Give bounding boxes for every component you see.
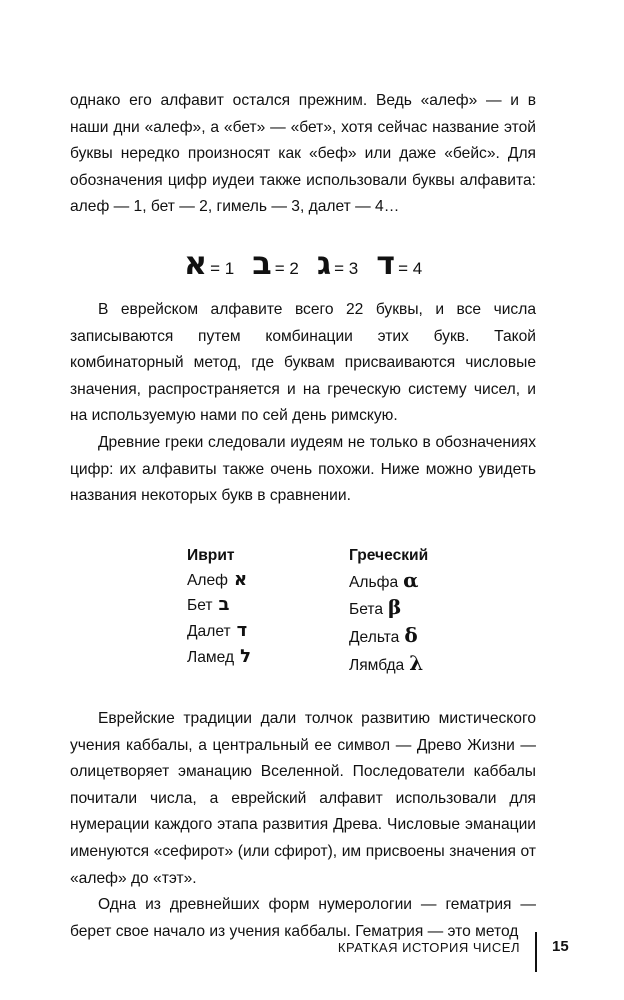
letter-name: Далет: [187, 622, 231, 640]
letter-glyph: א: [234, 568, 248, 590]
footer-divider: [535, 932, 537, 972]
letter-name: Лямбда: [349, 656, 405, 674]
numeral-bet: [252, 243, 299, 282]
alphabet-comparison: [187, 544, 536, 678]
greek-header: Греческий: [349, 546, 429, 564]
dalet-glyph: ד: [376, 243, 396, 282]
letter-glyph: δ: [404, 622, 418, 647]
letter-glyph: α: [403, 567, 419, 592]
hebrew-row: [187, 568, 349, 594]
hebrew-row: [187, 645, 349, 671]
letter-name: Ламед: [187, 648, 235, 666]
letter-name: Альфа: [349, 573, 399, 591]
greek-column: [349, 544, 511, 678]
hebrew-numerals: [70, 243, 536, 283]
letter-glyph: ל: [240, 645, 251, 667]
numeral-gimel: [316, 243, 359, 282]
greek-row: [349, 595, 511, 623]
paragraph-4: Еврейские традиции дали толчок развитию мистического учения каббалы, а центральный ее символ — Древо Жизни — олицетворяет эманацию Вселенной. Последователи каббалы почитали числа, а еврейский алфавит использовали для нумерации каждого этапа развития Древа. Числовые эманации именуются «сефирот» (или сфирот), им присвоены значения от «алеф» до «тэт».: [70, 710, 536, 887]
letter-glyph: ב: [218, 594, 230, 616]
bet-glyph: ב: [252, 243, 272, 282]
hebrew-column: [187, 544, 349, 678]
letter-glyph: λ: [409, 650, 424, 675]
hebrew-row: [187, 593, 349, 619]
paragraph-1: однако его алфавит остался прежним. Ведь «алеф» — и в наши дни «алеф», а «бет» — «бет», хотя сейчас название этой буквы нередко произносят как «беф» или даже «бейс». Для обозначения цифр иудеи также использовали буквы алфавита: алеф — 1, бет — 2, гимель — 3, далет — 4…: [70, 92, 536, 216]
numeral-value: = 1: [210, 258, 235, 278]
hebrew-header: Иврит: [187, 546, 235, 564]
aleph-glyph: א: [183, 243, 208, 282]
paragraph-3: Древние греки следовали иудеям не только в обозначениях цифр: их алфавиты также очень похожи. Ниже можно увидеть названия некоторых букв в сравнении.: [70, 433, 536, 505]
letter-name: Алеф: [187, 571, 229, 589]
page-body: [70, 88, 536, 945]
letter-name: Бет: [187, 597, 213, 615]
greek-row: [349, 651, 511, 679]
greek-row: [349, 568, 511, 596]
letter-glyph: ד: [236, 619, 248, 641]
gimel-glyph: ג: [316, 243, 332, 282]
numeral-aleph: [183, 243, 235, 282]
page-footer: [0, 932, 624, 972]
numeral-value: = 4: [398, 258, 423, 278]
letter-name: Дельта: [349, 628, 400, 646]
paragraph-5: Одна из древнейших форм нумерологии — гематрия — берет свое начало из учения каббалы. Гематрия — это метод: [70, 896, 536, 940]
hebrew-row: [187, 619, 349, 645]
letter-glyph: β: [388, 595, 402, 620]
numeral-dalet: [376, 243, 423, 282]
page-number: 15: [552, 938, 569, 955]
numeral-value: = 2: [274, 258, 299, 278]
letter-name: Бета: [349, 601, 384, 619]
running-title: КРАТКАЯ ИСТОРИЯ ЧИСЕЛ: [337, 940, 520, 955]
numeral-value: = 3: [334, 258, 359, 278]
paragraph-2: В еврейском алфавите всего 22 буквы, и все числа записываются путем комбинации этих букв. Такой комбинаторный метод, где буквам присваиваются числовые значения, распространяется и на греческую систему чисел, и на используемую нами по сей день римскую.: [70, 300, 536, 425]
greek-row: [349, 623, 511, 651]
